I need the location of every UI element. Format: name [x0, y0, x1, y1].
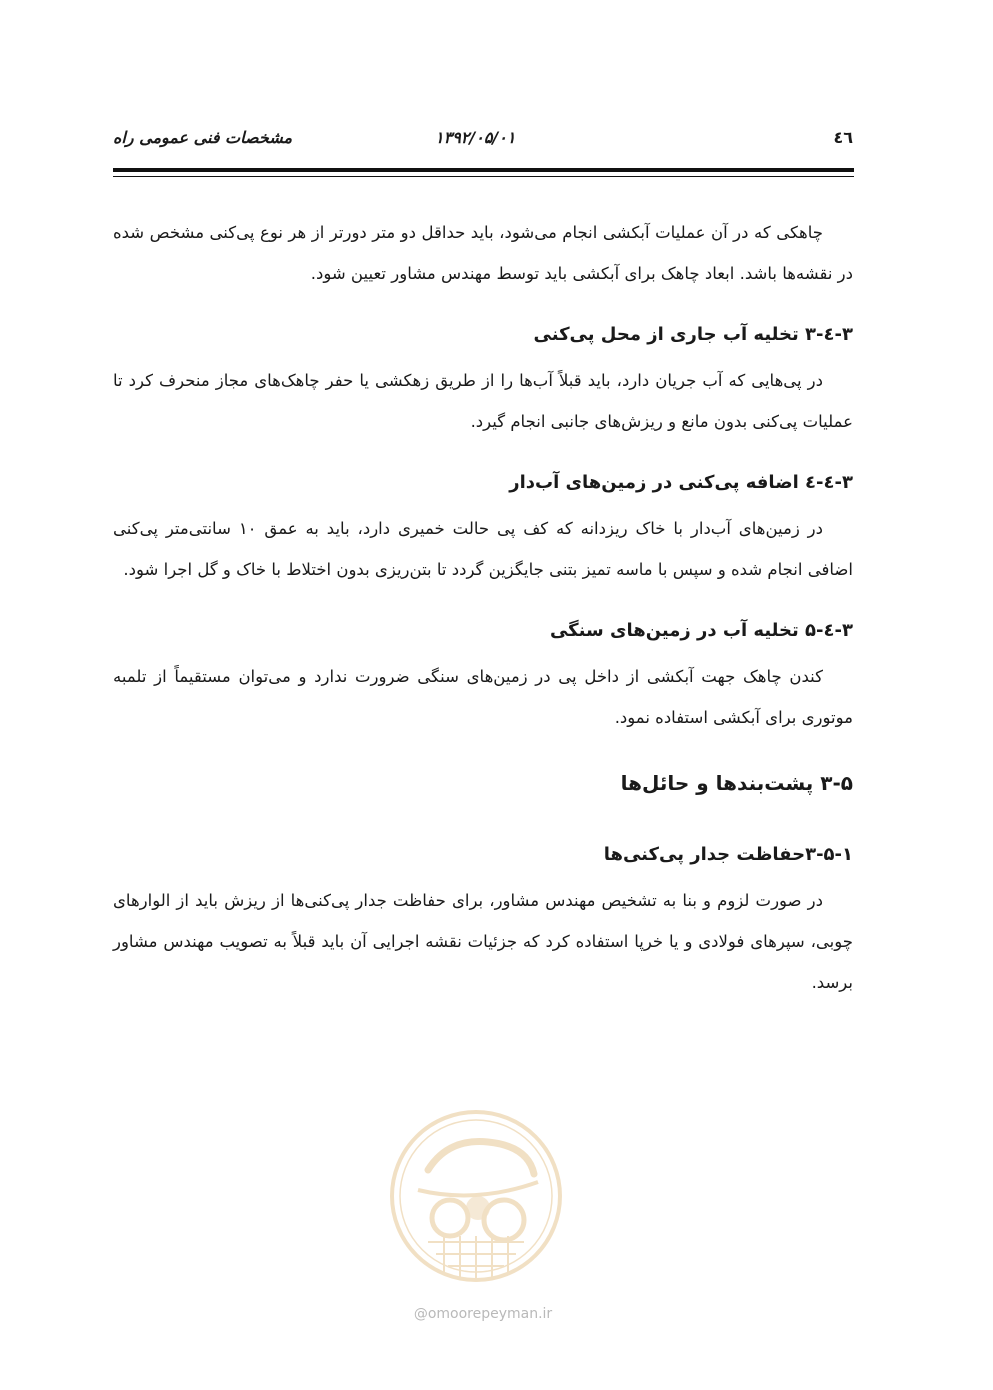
- page-content: [113, 212, 853, 1003]
- header-title: مشخصات فنی عمومی راه: [113, 128, 293, 147]
- paragraph-3-5-1: در صورت لزوم و بنا به تشخیص مهندس مشاور، برای حفاظت جدار پی‌کنی‌ها از ریزش باید از الوارهای چوبی، سپرهای فولادی و یا خرپا استفاده کرد که جزئیات نقشه اجرایی آن باید قبلاً به تصویب مهندس مشاور برسد.: [113, 891, 853, 992]
- subheading-3-4-5: ۳-٤-۵ تخلیه آب در زمین‌های سنگی: [549, 620, 853, 641]
- page-header: [113, 128, 853, 164]
- paragraph-chahak: چاهکی که در آن عملیات آبکشی انجام می‌شود، باید حداقل دو متر دورتر از هر نوع پی‌کنی مشخص شده در نقشه‌ها باشد. ابعاد چاهک برای آبکشی باید توسط مهندس مشاور تعیین شود.: [113, 223, 853, 283]
- paragraph-3-4-3: در پی‌هایی که آب جریان دارد، باید قبلاً آب‌ها را از طریق زهکشی یا حفر چاهک‌های مجاز منحرف کرد تا عملیات پی‌کنی بدون مانع و ریزش‌های جانبی انجام گیرد.: [113, 371, 853, 431]
- paragraph-3-4-5: کندن چاهک جهت آبکشی از داخل پی در زمین‌های سنگی ضرورت ندارد و می‌توان مستقیماً از تلمبه موتوری برای آبکشی استفاده نمود.: [113, 667, 853, 727]
- watermark-caption: @omoorepeyman.ir: [413, 1306, 553, 1322]
- header-date: ۱۳۹۲/۰۵/۰۱: [435, 128, 516, 147]
- page-number: ٤٦: [833, 128, 853, 147]
- subheading-3-4-3: ۳-٤-۳ تخلیه آب جاری از محل پی‌کنی: [533, 324, 853, 345]
- watermark-logo: [388, 1108, 564, 1284]
- header-rule-thick: [113, 168, 854, 172]
- header-rule-thin: [113, 176, 854, 177]
- section-heading-3-5: ۳-۵ پشت‌بندها و حائل‌ها: [620, 771, 853, 795]
- paragraph-3-4-4: در زمین‌های آب‌دار با خاک ریزدانه که کف پی حالت خمیری دارد، باید به عمق ۱۰ سانتی‌متر پی‌کنی اضافی انجام شده و سپس با ماسه تمیز بتنی جایگزین گردد تا بتن‌ریزی بدون اختلاط با خاک و گل اجرا شود.: [113, 519, 853, 579]
- subheading-3-5-1: ۳-۵-۱حفاظت جدار پی‌کنی‌ها: [603, 844, 853, 865]
- subheading-3-4-4: ۳-٤-٤ اضافه پی‌کنی در زمین‌های آب‌دار: [509, 472, 853, 493]
